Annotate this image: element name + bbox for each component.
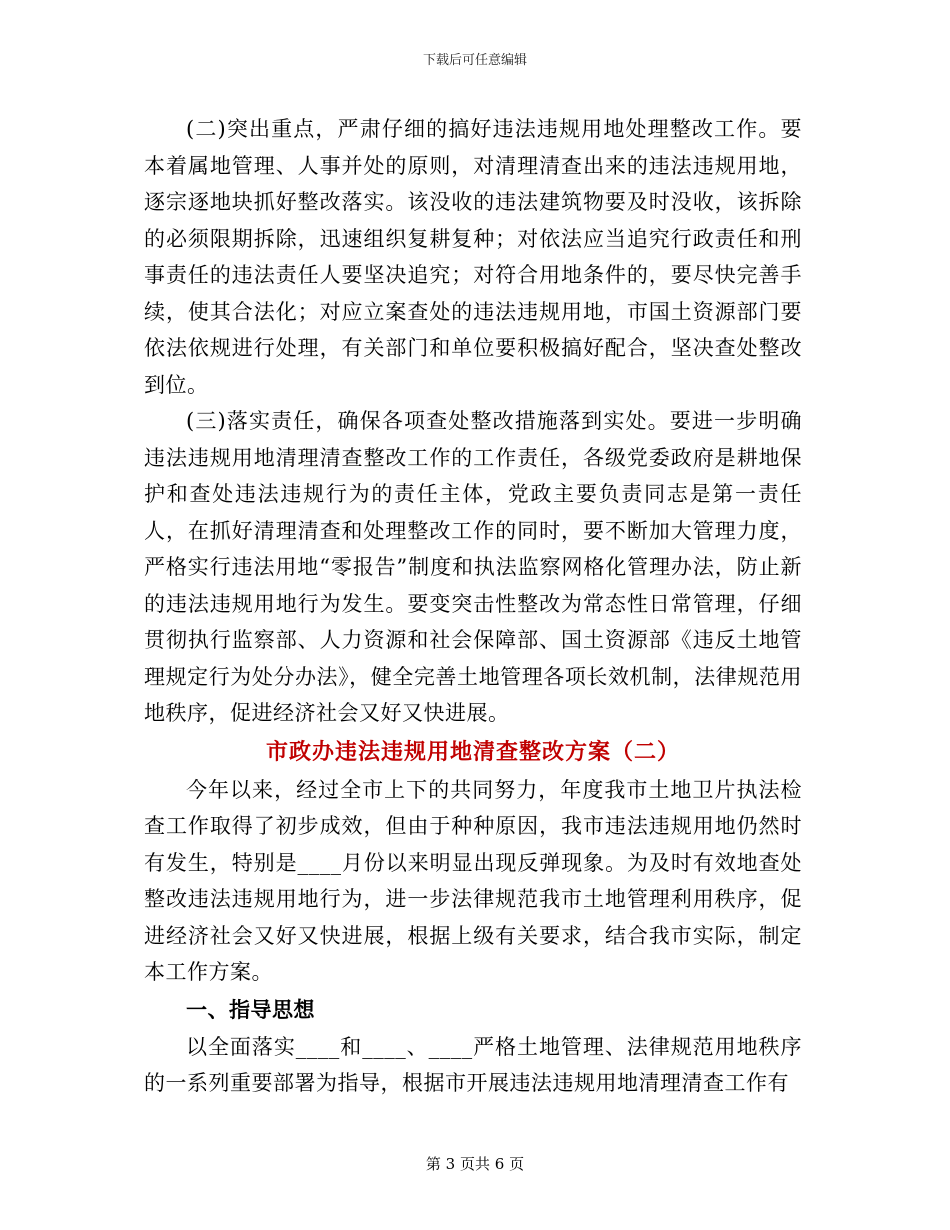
paragraph-guiding-thought: 以全面落实____和____、____严格土地管理、法律规范用地秩序的一系列重要部署为指导，根据市开展违法违规用地清理清查工作有 [144, 1034, 802, 1095]
paragraph-section-3: (三)落实责任，确保各项查处整改措施落到实处。要进一步明确违法违规用地清理清查整改工作的工作责任，各级党委政府是耕地保护和查处违法违规行为的责任主体，党政主要负责同志是第一责任人，在抓好清理清查和处理整改工作的同时，要不断加大管理力度，严格实行违法用地“零报告”制度和执法监察网格化管理办法，防止新的违法违规用地行为发生。要变突击性整改为常态性日常管理，仔细贯彻执行监察部、人力资源和社会保障部、国土资源部《违反土地管理规定行为处分办法》，健全完善土地管理各项长效机制，法律规范用地秩序，促进经济社会又好又快进展。 [144, 409, 802, 725]
page-number: 第 3 页共 6 页 [425, 1155, 525, 1173]
heading-guiding-thought: 一、指导思想 [186, 996, 315, 1022]
document-body [144, 111, 802, 1102]
paragraph-section-2: (二)突出重点，严肃仔细的搞好违法违规用地处理整改工作。要本着属地管理、人事并处的原则，对清理清查出来的违法违规用地，逐宗逐地块抓好整改落实。该没收的违法建筑物要及时没收，该拆除的必须限期拆除，迅速组织复耕复种；对依法应当追究行政责任和刑事责任的违法责任人要坚决追究；对符合用地条件的，要尽快完善手续，使其合法化；对应立案查处的违法违规用地，市国土资源部门要依法依规进行处理，有关部门和单位要积极搞好配合，坚决查处整改到位。 [144, 117, 802, 397]
paragraph-intro: 今年以来，经过全市上下的共同努力，年度我市土地卫片执法检查工作取得了初步成效，但由于种种原因，我市违法违规用地仍然时有发生，特别是____月份以来明显出现反弹现象。为及时有效地查处整改违法违规用地行为，进一步法律规范我市土地管理利用秩序，促进经济社会又好又快进展，根据上级有关要求，结合我市实际，制定本工作方案。 [144, 777, 802, 984]
section-title: 市政办违法违规用地清查整改方案（二） [265, 738, 680, 765]
page-header-note: 下载后可任意编辑 [422, 53, 527, 68]
